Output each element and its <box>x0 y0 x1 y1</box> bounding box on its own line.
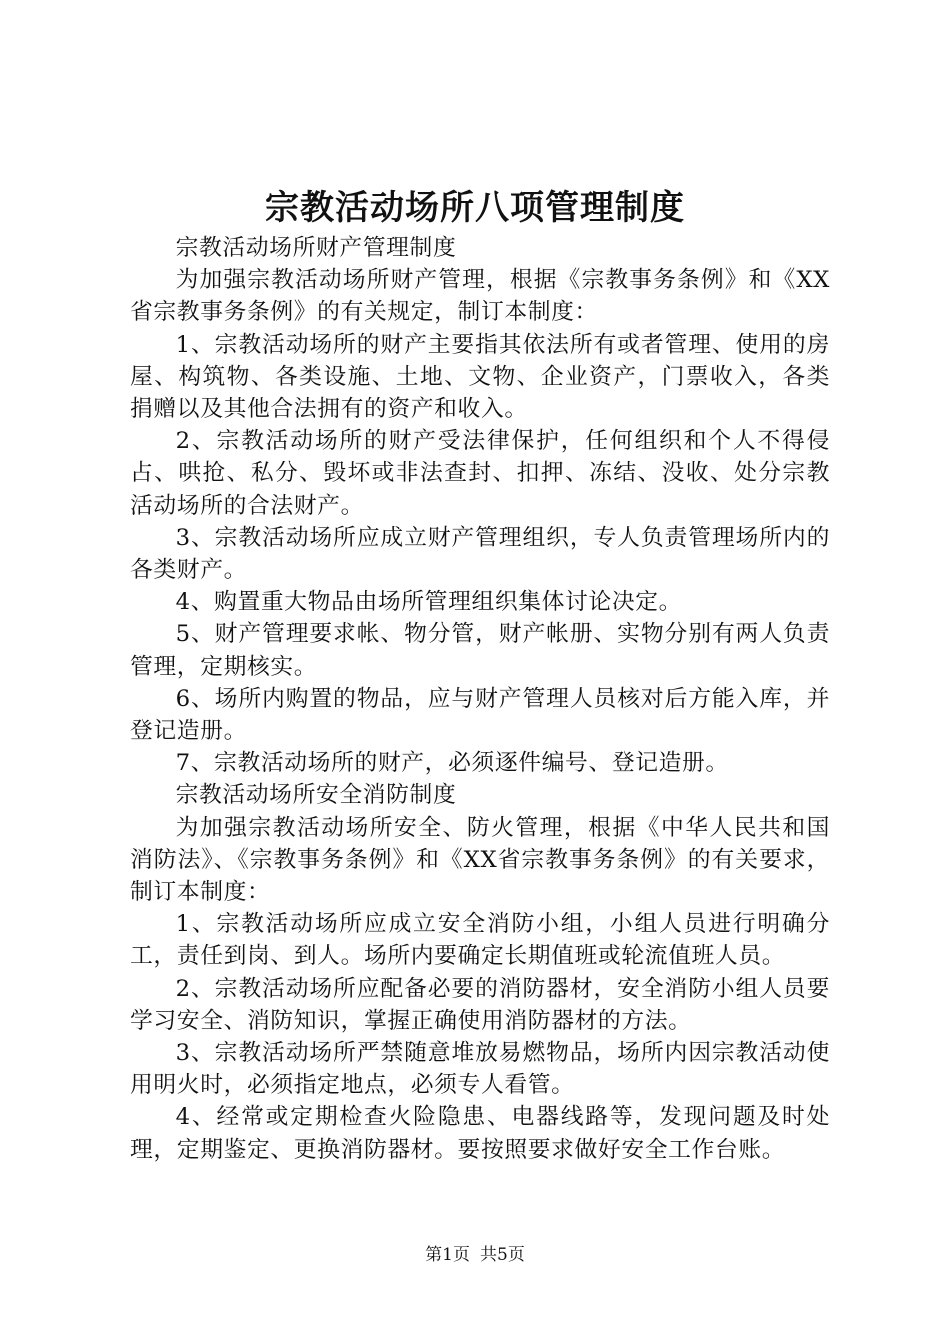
paragraph: 为加强宗教活动场所安全、防火管理，根据《中华人民共和国消防法》、《宗教事务条例》和《XX省宗教事务条例》的有关要求，制订本制度： <box>130 814 830 906</box>
page-total: 共5页 <box>480 1245 525 1265</box>
paragraph: 7、宗教活动场所的财产，必须逐件编号、登记造册。 <box>175 750 729 777</box>
document-title: 宗教活动场所八项管理制度 <box>265 188 685 228</box>
paragraph: 5、财产管理要求帐、物分管，财产帐册、实物分别有两人负责管理，定期核实。 <box>130 621 830 680</box>
page-number: 第1页 <box>425 1245 470 1265</box>
document-body <box>130 232 830 1166</box>
page-footer <box>0 1244 950 1266</box>
paragraph: 2、宗教活动场所应配备必要的消防器材，安全消防小组人员要学习安全、消防知识，掌握正确使用消防器材的方法。 <box>130 975 830 1034</box>
paragraph: 4、经常或定期检查火险隐患、电器线路等，发现问题及时处理，定期鉴定、更换消防器材。要按照要求做好安全工作台账。 <box>130 1104 830 1163</box>
paragraph: 为加强宗教活动场所财产管理，根据《宗教事务条例》和《XX省宗教事务条例》的有关规定，制订本制度： <box>130 267 830 326</box>
section-heading-property: 宗教活动场所财产管理制度 <box>175 235 457 261</box>
paragraph: 2、宗教活动场所的财产受法律保护，任何组织和个人不得侵占、哄抢、私分、毁坏或非法查封、扣押、冻结、没收、处分宗教活动场所的合法财产。 <box>130 428 830 519</box>
paragraph: 1、宗教活动场所应成立安全消防小组，小组人员进行明确分工，责任到岗、到人。场所内要确定长期值班或轮流值班人员。 <box>130 911 830 970</box>
paragraph: 6、场所内购置的物品，应与财产管理人员核对后方能入库，并登记造册。 <box>130 685 830 745</box>
paragraph: 3、宗教活动场所应成立财产管理组织，专人负责管理场所内的各类财产。 <box>130 524 830 584</box>
paragraph: 4、购置重大物品由场所管理组织集体讨论决定。 <box>175 589 683 616</box>
paragraph: 3、宗教活动场所严禁随意堆放易燃物品，场所内因宗教活动使用明火时，必须指定地点，必须专人看管。 <box>130 1040 830 1099</box>
paragraph: 1、宗教活动场所的财产主要指其依法所有或者管理、使用的房屋、构筑物、各类设施、土地、文物、企业资产，门票收入，各类捐赠以及其他合法拥有的资产和收入。 <box>130 331 830 423</box>
section-heading-fire-safety: 宗教活动场所安全消防制度 <box>175 782 457 809</box>
